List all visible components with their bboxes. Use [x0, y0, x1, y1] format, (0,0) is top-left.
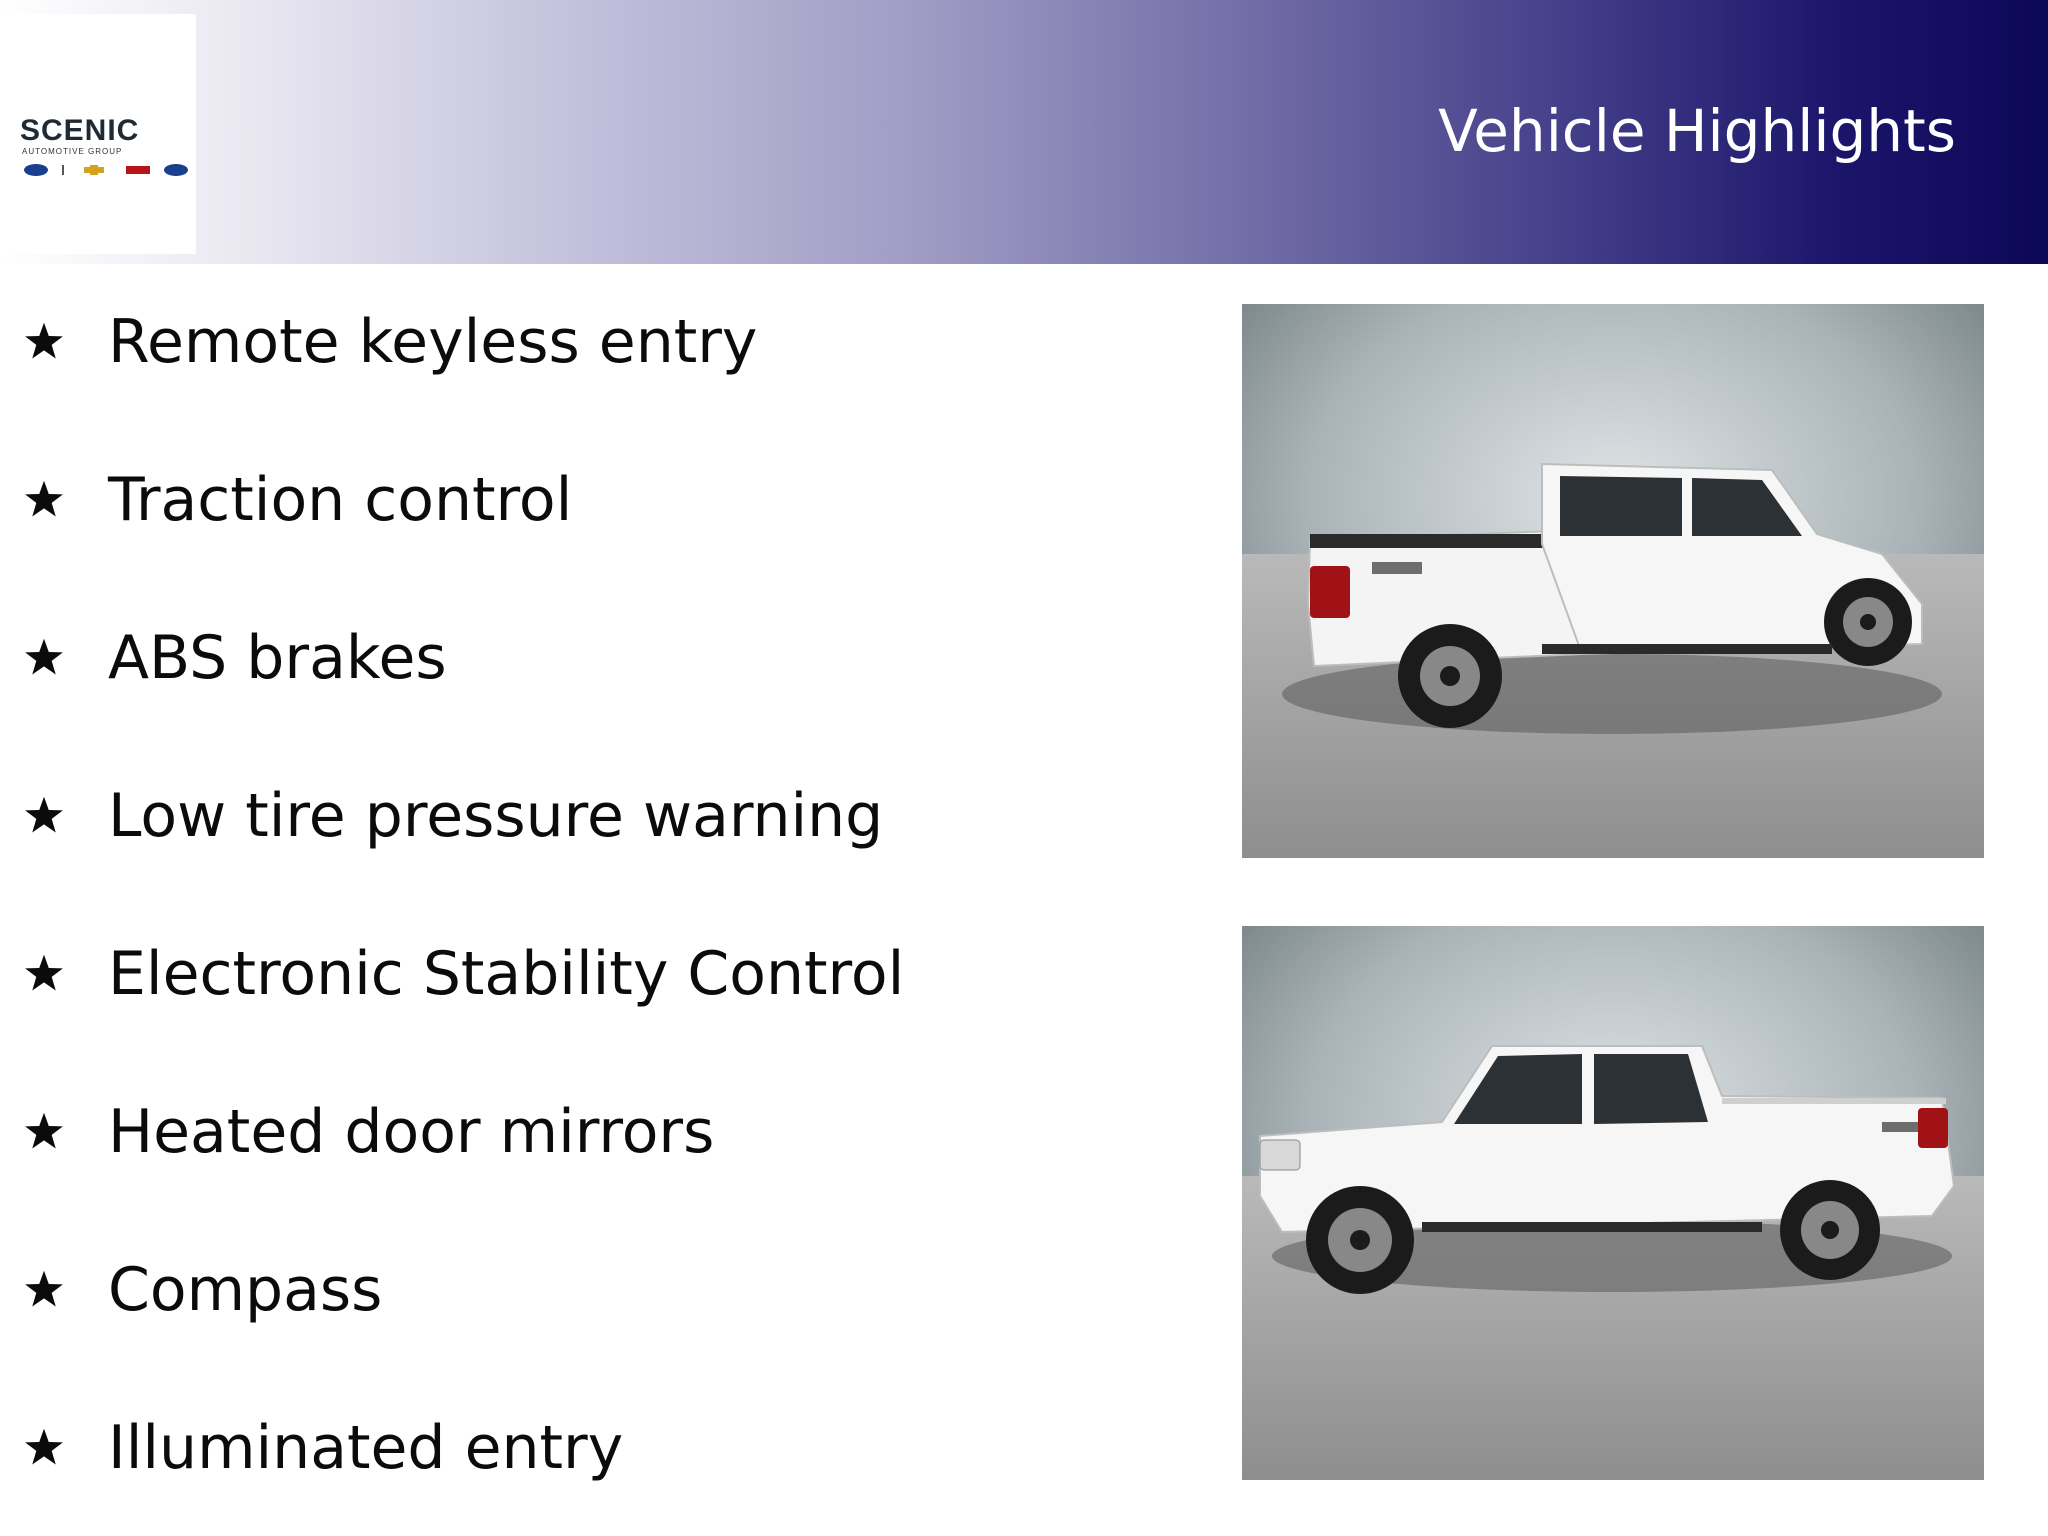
feature-item [22, 1408, 1122, 1488]
feature-label: ABS brakes [108, 623, 447, 693]
star-icon [22, 320, 66, 364]
vehicle-photo-rear-quarter[interactable] [1242, 304, 1984, 858]
feature-item [22, 1250, 1122, 1330]
logo-wordmark: SCENIC [20, 114, 140, 147]
feature-item [22, 460, 1122, 540]
star-icon [22, 952, 66, 996]
feature-label: Traction control [108, 465, 573, 535]
vehicle-photo-side[interactable] [1242, 926, 1984, 1480]
truck-rear-quarter-image [1242, 304, 1984, 858]
feature-label: Low tire pressure warning [108, 781, 884, 851]
logo[interactable] [0, 14, 196, 254]
feature-label: Remote keyless entry [108, 307, 758, 377]
header-banner [0, 0, 2048, 264]
star-icon [22, 1268, 66, 1312]
feature-item [22, 776, 1122, 856]
feature-label: Heated door mirrors [108, 1097, 715, 1167]
feature-label: Electronic Stability Control [108, 939, 905, 1009]
star-icon [22, 636, 66, 680]
logo-tagline: AUTOMOTIVE GROUP [22, 147, 123, 156]
page-title: Vehicle Highlights [1438, 97, 1956, 165]
feature-label: Illuminated entry [108, 1413, 624, 1483]
feature-item [22, 1092, 1122, 1172]
star-icon [22, 478, 66, 522]
feature-item [22, 618, 1122, 698]
star-icon [22, 1426, 66, 1470]
feature-item [22, 302, 1122, 382]
star-icon [22, 794, 66, 838]
star-icon [22, 1110, 66, 1154]
feature-item [22, 934, 1122, 1014]
feature-label: Compass [108, 1255, 383, 1325]
truck-side-image [1242, 926, 1984, 1480]
brand-marks-icon [22, 162, 190, 178]
